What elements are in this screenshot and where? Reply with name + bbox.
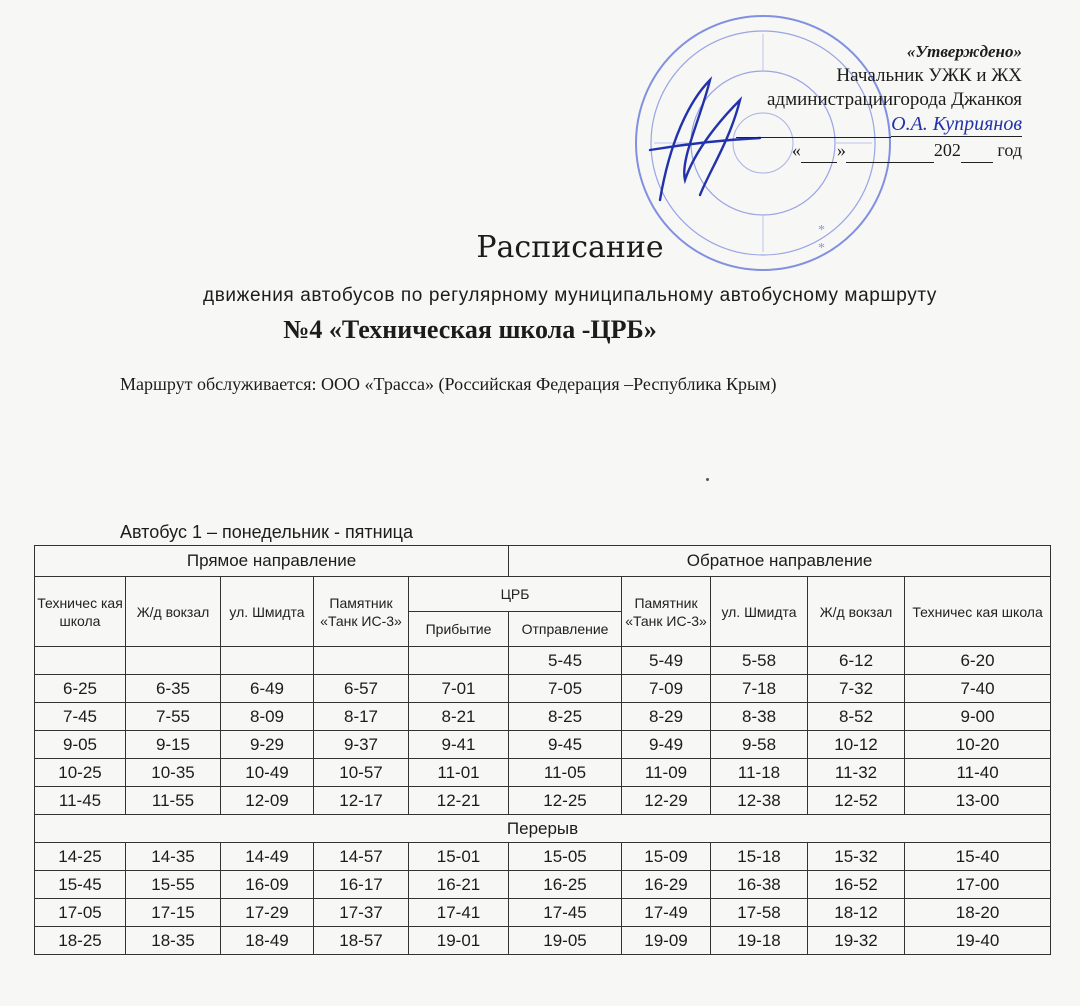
table-row (35, 703, 1051, 731)
table-cell: 17-00 (905, 871, 1051, 899)
table-cell: 12-52 (808, 787, 905, 815)
table-cell: 19-32 (808, 927, 905, 955)
table-cell: 10-20 (905, 731, 1051, 759)
table-cell: 6-35 (126, 675, 221, 703)
table-cell: 9-37 (314, 731, 409, 759)
schedule-rows-morning (35, 647, 1051, 815)
table-cell: 6-57 (314, 675, 409, 703)
table-row (35, 787, 1051, 815)
table-cell: 17-05 (35, 899, 126, 927)
table-cell: 6-49 (221, 675, 314, 703)
table-cell: 13-00 (905, 787, 1051, 815)
col-crb-departure: Отправление (509, 612, 622, 647)
approval-date: « » 202 год (736, 138, 1022, 163)
table-cell: 5-45 (509, 647, 622, 675)
table-cell: 6-12 (808, 647, 905, 675)
table-cell: 5-49 (622, 647, 711, 675)
table-cell: 11-55 (126, 787, 221, 815)
table-cell: 7-40 (905, 675, 1051, 703)
table-cell: 8-17 (314, 703, 409, 731)
table-cell: 14-35 (126, 843, 221, 871)
col-tech-school: Техничес кая школа (35, 577, 126, 647)
direction-back-header: Обратное направление (509, 546, 1051, 577)
table-cell: 10-25 (35, 759, 126, 787)
table-cell: 7-09 (622, 675, 711, 703)
table-cell: 18-35 (126, 927, 221, 955)
table-cell: 9-29 (221, 731, 314, 759)
table-row (35, 899, 1051, 927)
table-cell: 15-32 (808, 843, 905, 871)
table-cell: 16-29 (622, 871, 711, 899)
table-cell: 9-41 (409, 731, 509, 759)
table-row (35, 731, 1051, 759)
table-cell: 19-09 (622, 927, 711, 955)
table-cell: 18-20 (905, 899, 1051, 927)
table-cell: 6-20 (905, 647, 1051, 675)
table-cell: 9-45 (509, 731, 622, 759)
table-cell: 15-40 (905, 843, 1051, 871)
col-crb: ЦРБ (409, 577, 622, 612)
table-row (35, 927, 1051, 955)
table-cell: 8-29 (622, 703, 711, 731)
table-row (35, 675, 1051, 703)
table-cell: 16-38 (711, 871, 808, 899)
table-cell: 7-18 (711, 675, 808, 703)
approval-label: «Утверждено» (906, 42, 1022, 61)
table-cell: 17-41 (409, 899, 509, 927)
table-cell: 15-01 (409, 843, 509, 871)
table-cell: 6-25 (35, 675, 126, 703)
table-cell: 8-21 (409, 703, 509, 731)
approval-organization: администрациигорода Джанкоя (767, 89, 1022, 110)
route-name: №4 «Техническая школа -ЦРБ» (283, 315, 657, 344)
table-cell: 12-21 (409, 787, 509, 815)
table-cell: 18-12 (808, 899, 905, 927)
col-tech-school-back: Техничес кая школа (905, 577, 1051, 647)
col-station: Ж/д вокзал (126, 577, 221, 647)
col-crb-arrival: Прибытие (409, 612, 509, 647)
col-station-back: Ж/д вокзал (808, 577, 905, 647)
table-cell: 5-58 (711, 647, 808, 675)
table-cell: 9-15 (126, 731, 221, 759)
table-cell: 10-35 (126, 759, 221, 787)
table-cell: 16-52 (808, 871, 905, 899)
table-cell: 12-29 (622, 787, 711, 815)
table-cell (314, 647, 409, 675)
table-cell: 11-40 (905, 759, 1051, 787)
table-cell: 7-32 (808, 675, 905, 703)
table-cell: 7-05 (509, 675, 622, 703)
table-cell: 12-25 (509, 787, 622, 815)
table-cell: 14-49 (221, 843, 314, 871)
col-schmidt: ул. Шмидта (221, 577, 314, 647)
table-cell: 11-09 (622, 759, 711, 787)
table-cell: 19-01 (409, 927, 509, 955)
table-cell: 17-45 (509, 899, 622, 927)
table-cell: 15-18 (711, 843, 808, 871)
table-cell: 7-01 (409, 675, 509, 703)
bus-label: Автобус 1 – понедельник - пятница (120, 522, 413, 542)
table-cell: 15-09 (622, 843, 711, 871)
table-cell: 14-25 (35, 843, 126, 871)
schedule-rows-afternoon (35, 843, 1051, 955)
svg-text:*: * (818, 223, 825, 238)
col-monument-back: Памятник «Танк ИС-3» (622, 577, 711, 647)
table-cell: 16-09 (221, 871, 314, 899)
table-cell: 8-38 (711, 703, 808, 731)
table-cell: 19-40 (905, 927, 1051, 955)
table-cell: 17-29 (221, 899, 314, 927)
table-cell: 7-55 (126, 703, 221, 731)
table-cell: 15-45 (35, 871, 126, 899)
table-cell: 8-09 (221, 703, 314, 731)
document-title: Расписание (476, 230, 664, 265)
table-cell: 11-18 (711, 759, 808, 787)
table-cell: 18-25 (35, 927, 126, 955)
table-cell: 17-15 (126, 899, 221, 927)
col-schmidt-back: ул. Шмидта (711, 577, 808, 647)
table-cell: 18-49 (221, 927, 314, 955)
table-row (35, 843, 1051, 871)
table-cell (126, 647, 221, 675)
direction-forward-header: Прямое направление (35, 546, 509, 577)
table-cell: 11-45 (35, 787, 126, 815)
table-row (35, 871, 1051, 899)
table-cell: 16-25 (509, 871, 622, 899)
table-cell: 19-05 (509, 927, 622, 955)
table-cell: 7-45 (35, 703, 126, 731)
table-cell: 11-32 (808, 759, 905, 787)
table-cell: 9-49 (622, 731, 711, 759)
route-operator: Маршрут обслуживается: ООО «Трасса» (Российская Федерация –Республика Крым) (120, 374, 777, 394)
table-cell: 9-00 (905, 703, 1051, 731)
schedule-table (34, 545, 1051, 955)
table-cell: 16-17 (314, 871, 409, 899)
table-cell: 16-21 (409, 871, 509, 899)
stray-mark (706, 478, 709, 481)
table-cell: 18-57 (314, 927, 409, 955)
table-cell: 17-37 (314, 899, 409, 927)
table-cell: 10-57 (314, 759, 409, 787)
table-cell: 9-58 (711, 731, 808, 759)
break-label: Перерыв (35, 815, 1051, 843)
table-cell: 17-58 (711, 899, 808, 927)
table-cell: 15-05 (509, 843, 622, 871)
approval-position: Начальник УЖК и ЖХ (836, 65, 1022, 86)
table-cell: 9-05 (35, 731, 126, 759)
table-cell (221, 647, 314, 675)
svg-text:*: * (818, 241, 825, 256)
table-cell: 10-12 (808, 731, 905, 759)
table-cell: 11-01 (409, 759, 509, 787)
table-cell: 8-25 (509, 703, 622, 731)
break-row (35, 815, 1051, 843)
table-cell: 10-49 (221, 759, 314, 787)
table-row (35, 647, 1051, 675)
table-row (35, 759, 1051, 787)
document-subtitle: движения автобусов по регулярному муниципальному автобусному маршруту (203, 285, 937, 306)
table-cell: 12-17 (314, 787, 409, 815)
table-cell: 17-49 (622, 899, 711, 927)
col-monument: Памятник «Танк ИС-3» (314, 577, 409, 647)
table-cell (35, 647, 126, 675)
table-cell: 8-52 (808, 703, 905, 731)
table-cell: 11-05 (509, 759, 622, 787)
table-cell: 15-55 (126, 871, 221, 899)
table-cell: 12-38 (711, 787, 808, 815)
table-cell: 12-09 (221, 787, 314, 815)
table-cell (409, 647, 509, 675)
table-cell: 14-57 (314, 843, 409, 871)
approval-block (736, 40, 1022, 163)
approval-signature-name: О.А. Куприянов (891, 113, 1022, 135)
table-cell: 19-18 (711, 927, 808, 955)
